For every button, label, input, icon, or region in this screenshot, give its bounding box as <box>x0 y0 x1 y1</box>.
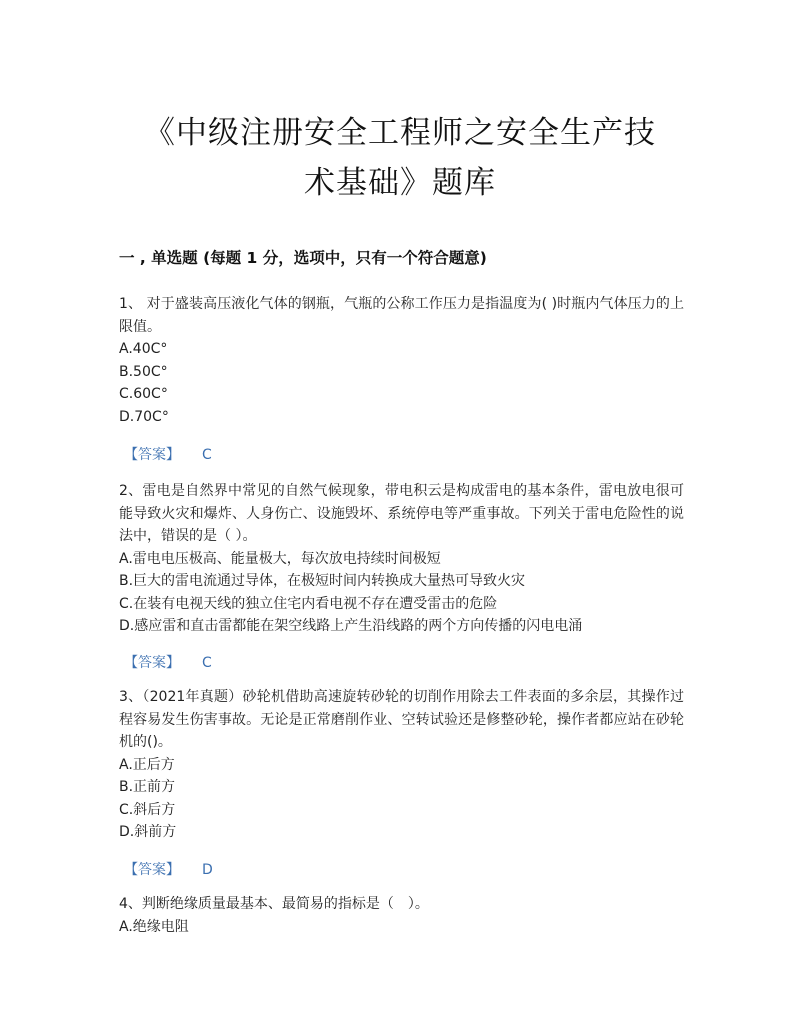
answer-label: 【答案】 <box>124 655 180 671</box>
question-3 <box>119 686 684 844</box>
option-d: D.感应雷和直击雷都能在架空线路上产生沿线路的两个方向传播的闪电电涌 <box>119 618 583 634</box>
option-c: C.斜后方 <box>119 801 176 818</box>
question-text: 2、雷电是自然界中常见的自然气候现象，带电积云是构成雷电的基本条件，雷电放电很可能导致火灾和爆炸、人身伤亡、设施毁坏、系统停电等严重事故。下列关于雷电危险性的说法中，错误的是（ ）。 <box>119 483 684 544</box>
question-text: 1、 对于盛装高压液化气体的钢瓶，气瓶的公称工作压力是指温度为( )时瓶内气体压力的上限值。 <box>119 296 684 335</box>
option-b: B.巨大的雷电流通过导体，在极短时间内转换成大量热可导致火灾 <box>119 573 526 589</box>
answer-3 <box>124 859 213 879</box>
answer-label: 【答案】 <box>124 862 180 878</box>
answer-1 <box>124 444 212 464</box>
option-a: A.40C° <box>119 341 168 357</box>
answer-label: 【答案】 <box>124 447 180 463</box>
option-d: D.70C° <box>119 408 169 425</box>
answer-value: D <box>202 862 213 878</box>
question-2 <box>119 480 684 638</box>
question-4 <box>119 893 684 938</box>
option-a: A.绝缘电阻 <box>119 918 189 935</box>
answer-2 <box>124 652 212 672</box>
answer-value: C <box>202 447 212 463</box>
title-line-1: 《中级注册安全工程师之安全生产技 <box>144 115 656 151</box>
title-line-2: 术基础》题库 <box>304 165 496 201</box>
option-c: C.在装有电视天线的独立住宅内看电视不存在遭受雷击的危险 <box>119 595 498 612</box>
question-1 <box>119 293 684 428</box>
option-d: D.斜前方 <box>119 824 177 840</box>
question-text: 3、（2021年真题）砂轮机借助高速旋转砂轮的切削作用除去工件表面的多余层，其操作过程容易发生伤害事故。无论是正常磨削作业、空转试验还是修整砂轮，操作者都应站在砂轮机的()。 <box>119 689 684 750</box>
option-a: A.雷电电压极高、能量极大，每次放电持续时间极短 <box>119 550 441 567</box>
option-c: C.60C° <box>119 386 168 402</box>
option-b: B.50C° <box>119 363 168 380</box>
option-b: B.正前方 <box>119 779 176 795</box>
answer-value: C <box>202 655 212 671</box>
option-a: A.正后方 <box>119 756 175 773</box>
question-text: 4、判断绝缘质量最基本、最简易的指标是（ ）。 <box>119 896 429 912</box>
document-title <box>100 108 700 208</box>
section-heading: 一 , 单选题 (每题 1 分，选项中，只有一个符合题意) <box>119 249 487 267</box>
